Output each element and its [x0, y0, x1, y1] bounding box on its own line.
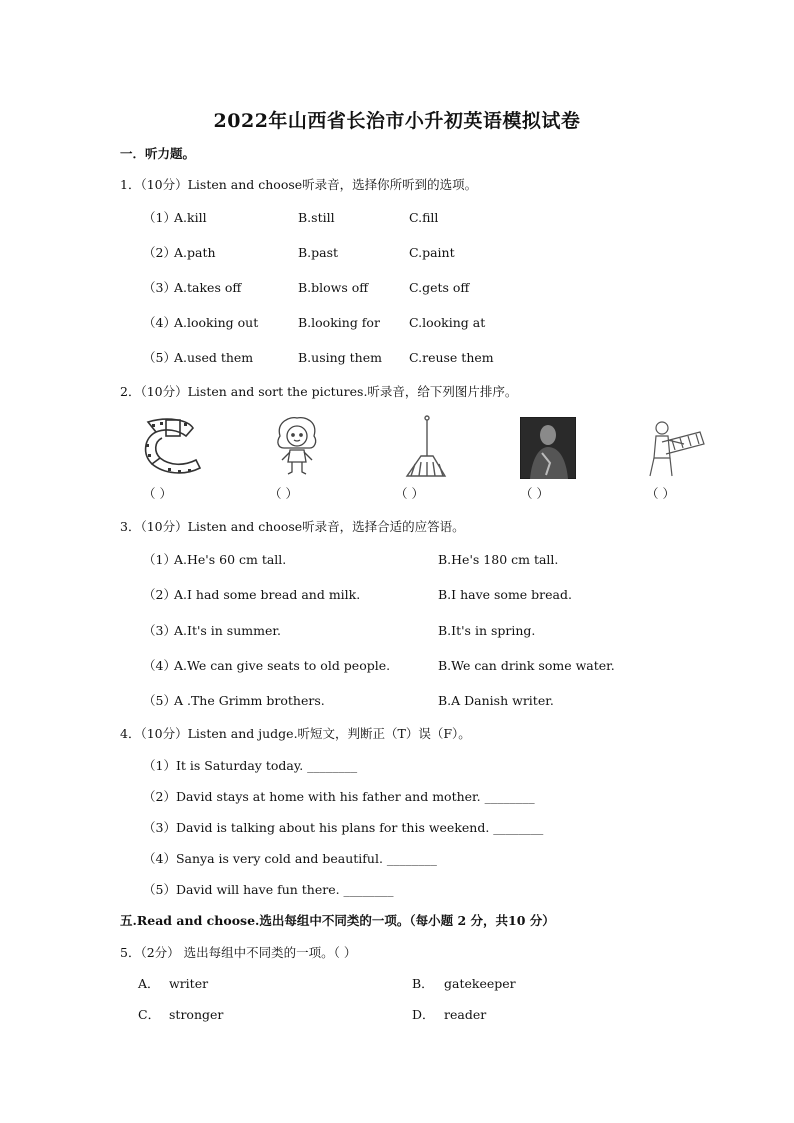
- question-5-stem: 5．（2分） 选出每组中不同类的一项。（ ）: [120, 945, 357, 960]
- q5-option-text[interactable]: writer: [169, 976, 209, 991]
- q1-option-b: B.using them: [298, 350, 382, 365]
- q3-option-b: B.I have some bread.: [438, 587, 572, 602]
- q3-option-b: B.He's 180 cm tall.: [438, 552, 559, 567]
- q3-option-a: A .The Grimm brothers.: [174, 693, 325, 708]
- answer-blank[interactable]: （ ）: [269, 486, 298, 501]
- q1-option-b: B.looking for: [298, 315, 380, 330]
- q1-option-c: C.fill: [409, 210, 439, 225]
- q1-row-num: （3）: [143, 280, 176, 295]
- section-listening-heading: 一．听力题。: [120, 146, 196, 161]
- q3-row-num: （1）: [143, 552, 176, 567]
- q5-option-label: B．: [412, 976, 434, 991]
- q1-row-num: （2）: [143, 245, 176, 260]
- q1-option-b: B.still: [298, 210, 335, 225]
- answer-blank[interactable]: （ ）: [646, 486, 675, 501]
- question-1-stem: 1．（10分）Listen and choose听录音，选择你所听到的选项。: [120, 177, 478, 192]
- q3-option-a: A.He's 60 cm tall.: [174, 552, 287, 567]
- q4-statement: （2）David stays at home with his father and mother. ________: [143, 789, 535, 804]
- answer-blank[interactable]: （ ）: [395, 486, 424, 501]
- q3-option-a: A.We can give seats to old people.: [174, 658, 391, 673]
- q4-statement: （5）David will have fun there. ________: [143, 882, 394, 897]
- answer-blank[interactable]: （ ）: [143, 486, 172, 501]
- man-playing-instrument-icon: [642, 414, 708, 480]
- q3-option-a: A.It's in summer.: [174, 623, 281, 638]
- q3-option-a: A.I had some bread and milk.: [174, 587, 361, 602]
- question-3-stem: 3．（10分）Listen and choose听录音，选择合适的应答语。: [120, 519, 465, 534]
- q4-statement: （3）David is talking about his plans for this weekend. ________: [143, 820, 544, 835]
- page-title: 2022年山西省长治市小升初英语模拟试卷: [213, 110, 581, 132]
- q3-row-num: （4）: [143, 658, 176, 673]
- portrait-photo-icon: [520, 417, 576, 479]
- film-reel-icon: [138, 414, 204, 480]
- q5-option-label: D．: [412, 1007, 435, 1022]
- q1-option-a: A.looking out: [174, 315, 259, 330]
- q1-option-c: C.gets off: [409, 280, 470, 295]
- q1-option-b: B.blows off: [298, 280, 369, 295]
- answer-blank[interactable]: （ ）: [520, 486, 549, 501]
- q3-row-num: （3）: [143, 623, 176, 638]
- q1-option-a: A.takes off: [174, 280, 242, 295]
- q4-statement: （1）It is Saturday today. ________: [143, 758, 358, 773]
- q3-option-b: B.It's in spring.: [438, 623, 536, 638]
- q1-row-num: （4）: [143, 315, 176, 330]
- q5-option-text[interactable]: gatekeeper: [444, 976, 516, 991]
- q5-option-label: C．: [138, 1007, 161, 1022]
- q1-row-num: （5）: [143, 350, 176, 365]
- q3-option-b: B.We can drink some water.: [438, 658, 615, 673]
- q3-option-b: B.A Danish writer.: [438, 693, 554, 708]
- section-read-choose-heading: 五.Read and choose.选出每组中不同类的一项。（每小题 2 分，共10 分）: [120, 913, 555, 928]
- q1-option-c: C.reuse them: [409, 350, 494, 365]
- q1-option-a: A.kill: [174, 210, 207, 225]
- q5-option-text[interactable]: stronger: [169, 1007, 224, 1022]
- question-4-stem: 4．（10分）Listen and judge.听短文，判断正（T）误（F）。: [120, 726, 471, 741]
- q1-row-num: （1）: [143, 210, 176, 225]
- q1-option-a: A.used them: [174, 350, 254, 365]
- question-2-stem: 2．（10分）Listen and sort the pictures.听录音，给下列图片排序。: [120, 384, 518, 399]
- q3-row-num: （5）: [143, 693, 176, 708]
- q1-option-c: C.looking at: [409, 315, 486, 330]
- q5-option-label: A．: [138, 976, 160, 991]
- q5-option-text[interactable]: reader: [444, 1007, 487, 1022]
- q1-option-b: B.past: [298, 245, 339, 260]
- q1-option-c: C.paint: [409, 245, 455, 260]
- broom-icon: [393, 414, 459, 480]
- q1-option-a: A.path: [174, 245, 216, 260]
- q4-statement: （4）Sanya is very cold and beautiful. ________: [143, 851, 437, 866]
- q3-row-num: （2）: [143, 587, 176, 602]
- cartoon-girl-icon: [264, 414, 330, 480]
